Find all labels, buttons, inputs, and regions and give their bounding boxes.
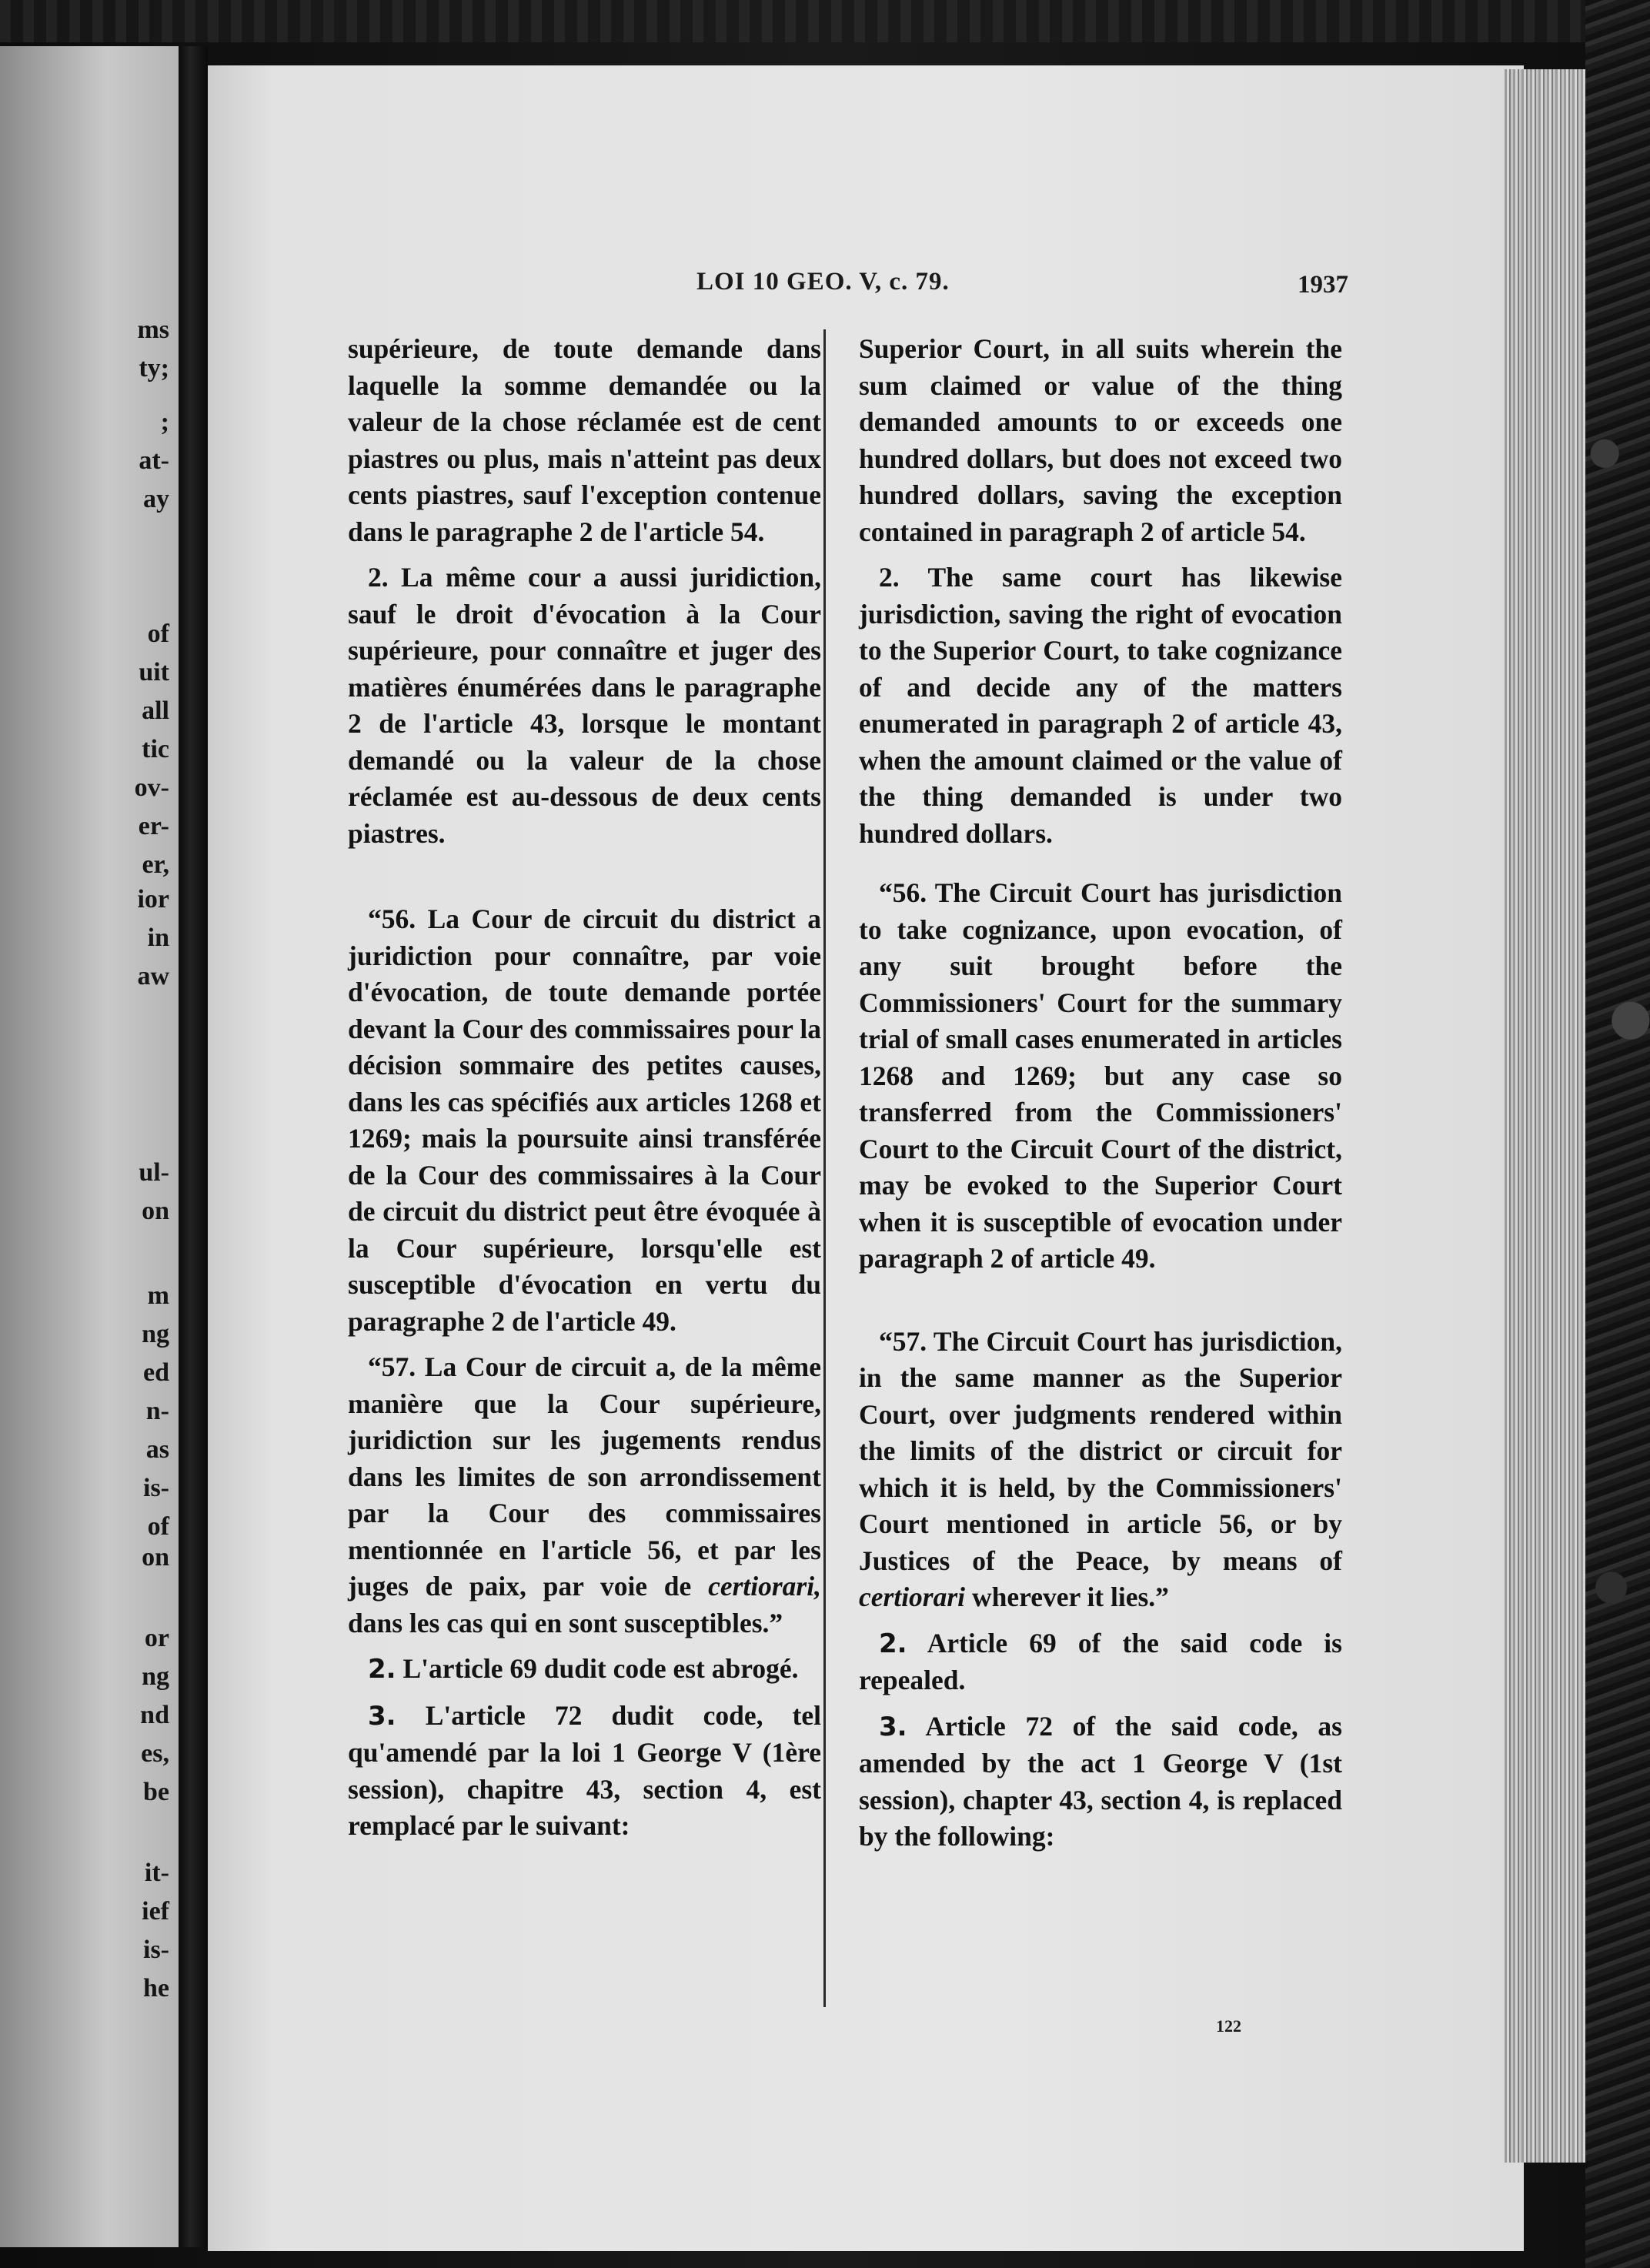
facing-page-fragment-word: ul- <box>139 1158 169 1187</box>
page-edges <box>1505 69 1585 2163</box>
top-shadow <box>0 0 1650 42</box>
facing-page-fragment-word: ior <box>137 885 169 914</box>
facing-page-fragment-word: n- <box>145 1397 169 1425</box>
facing-page-fragment-word: of <box>147 1512 169 1541</box>
facing-page-fragment-word: in <box>147 924 169 952</box>
facing-page-fragment-word: be <box>143 1778 169 1806</box>
facing-page-fragment-word: ms <box>137 316 169 344</box>
facing-page-fragment-word: uit <box>139 658 169 686</box>
en-section-2-text: Article 69 of the said code is repealed. <box>859 1627 1342 1695</box>
fr-article-57-text-a: La Cour de circuit a, de la même manière que la Cour supérieure, juridiction sur les jugements rendus dans les limites de son arrondissement par la Cour des commissaires mentionnée en l'article 56, et par les juges de paix, par voie de <box>348 1351 821 1602</box>
facing-page-fragment-word: ed <box>143 1358 169 1387</box>
en-section-2-number: 2. <box>879 1628 907 1659</box>
facing-page-fragment-word: as <box>145 1435 169 1464</box>
fr-section-2-number: 2. <box>368 1654 396 1685</box>
marbled-endpaper <box>1585 0 1650 2268</box>
en-section-2 <box>859 1625 1342 1699</box>
facing-page-fragment-word: aw <box>137 962 169 990</box>
facing-page-fragment-word: er- <box>138 812 169 840</box>
facing-page-fragment-word: of <box>147 620 169 648</box>
fr-article-56 <box>348 901 821 1340</box>
facing-page-fragment-word: it- <box>144 1859 169 1887</box>
facing-page-fragment-word: nd <box>140 1701 169 1729</box>
en-section-3 <box>859 1709 1342 1855</box>
facing-page-fragment-word: is- <box>143 1936 169 1964</box>
column-divider <box>823 329 826 2007</box>
facing-page-fragment-word: m <box>147 1281 169 1310</box>
en-article-56 <box>859 875 1342 1278</box>
fr-certiorari: certiorari, <box>708 1571 821 1602</box>
en-article-57-text-b: wherever it lies.” <box>965 1582 1169 1612</box>
facing-page-fragment-word: is- <box>143 1474 169 1502</box>
en-certiorari: certiorari <box>859 1582 966 1612</box>
fr-article-57 <box>348 1349 821 1642</box>
en-article-57-number: “57. <box>879 1325 927 1357</box>
french-column <box>348 331 821 1854</box>
facing-page-fragment-word: on <box>142 1197 169 1225</box>
page-number: 1937 <box>1298 271 1348 299</box>
facing-page-fragment-word: tic <box>142 735 169 763</box>
fr-section-3-text: L'article 72 dudit code, tel qu'amendé par la loi 1 George V (1ère session), chapitre 43, section 4, est remplacé par le suivant: <box>348 1699 822 1841</box>
facing-page-fragment-word: er, <box>142 850 169 879</box>
en-article-57 <box>859 1324 1342 1616</box>
facing-page-fragment-word: ov- <box>134 773 169 802</box>
en-section-3-text: Article 72 of the said code, as amended by the act 1 George V (1st session), chapter 43, section 4, is replaced by the following: <box>859 1710 1343 1852</box>
en-article-56-number: “56. <box>879 877 927 908</box>
fr-section-2 <box>348 1651 821 1688</box>
facing-page-fragment-word: es, <box>141 1739 169 1768</box>
facing-page-fragment-word: ng <box>142 1662 169 1691</box>
fr-section-3 <box>348 1698 821 1845</box>
fr-para-1: supérieure, de toute demande dans laquelle la somme demandée ou la valeur de la chose réclamée est de cent piastres ou plus, mais n'atteint pas deux cents piastres, sauf l'exception contenue dans le paragraphe 2 de l'article 54. <box>348 333 821 547</box>
facing-page-fragment-word: ay <box>143 485 169 513</box>
running-head: LOI 10 GEO. V, c. 79. <box>696 268 950 296</box>
en-article-56-text: The Circuit Court has jurisdiction to take cognizance, upon evocation, of any suit brought before the Commissioners' Court for the summary trial of small cases enumerated in articles 1268 and 1269; but any case so transferred from the Commissioners' Court to the Circuit Court of the district, may be evoked to the Superior Court when it is susceptible of evocation under paragraph 2 of article 49. <box>859 877 1342 1274</box>
facing-page-fragment-word: or <box>144 1624 169 1652</box>
fr-article-56-text: La Cour de circuit du district a juridiction pour connaître, par voie d'évocation, de toute demande portée devant la Cour des commissaires pour la décision sommaire des petites causes, dans les cas spécifiés aux articles 1268 et 1269; mais la poursuite ainsi transférée de la Cour des commissaires à la Cour de circuit du district peut être évoquée à la Cour supérieure, lorsqu'elle est susceptible d'évocation en vertu du paragraphe 2 de l'article 49. <box>348 904 822 1337</box>
en-section-3-number: 3. <box>879 1711 907 1742</box>
signature-mark: 122 <box>1216 2016 1241 2036</box>
facing-page-fragment-word: at- <box>139 446 169 475</box>
fr-section-3-number: 3. <box>368 1700 396 1732</box>
fr-article-57-number: “57. <box>368 1351 416 1382</box>
facing-page-fragment-word: all <box>142 696 169 725</box>
fr-article-56-number: “56. <box>368 904 416 934</box>
facing-page-fragment-word: ; <box>160 408 169 436</box>
facing-page-fragment-word: ty; <box>139 354 169 382</box>
en-article-57-text-a: The Circuit Court has jurisdiction, in the same manner as the Superior Court, over judgments rendered within the limits of the district or circuit for which it is held, by the Commissioners' Court mentioned in article 56, or by Justices of the Peace, by means of <box>859 1325 1342 1576</box>
fr-section-2-text: L'article 69 dudit code est abrogé. <box>402 1653 799 1684</box>
en-para-2: 2. The same court has likewise jurisdiction, saving the right of evocation to the Superior Court, to take cognizance of and decide any of the matters enumerated in paragraph 2 of article 43, when the amount claimed or the value of the thing demanded is under two hundred dollars. <box>859 562 1342 849</box>
english-column <box>859 331 1342 1865</box>
facing-page-fragment-word: he <box>143 1974 169 2002</box>
facing-page-fragment-word: on <box>142 1543 169 1572</box>
fr-article-57-text-b: dans les cas qui en sont susceptibles.” <box>348 1607 783 1638</box>
en-para-1: Superior Court, in all suits wherein the sum claimed or value of the thing demanded amounts to or exceeds one hundred dollars, but does not exceed two hundred dollars, saving the exception contained in paragraph 2 of article 54. <box>859 333 1342 547</box>
facing-page-fragment-word: ng <box>142 1320 169 1348</box>
fr-para-2: 2. La même cour a aussi juridiction, sauf le droit d'évocation à la Cour supérieure, pour connaître et juger des matières énumérées dans le paragraphe 2 de l'article 43, lorsque le montant demandé ou la valeur de la chose réclamée est au-dessous de deux cents piastres. <box>348 562 821 849</box>
book-spine <box>179 46 208 2247</box>
facing-page-fragment-word: ief <box>142 1897 169 1926</box>
